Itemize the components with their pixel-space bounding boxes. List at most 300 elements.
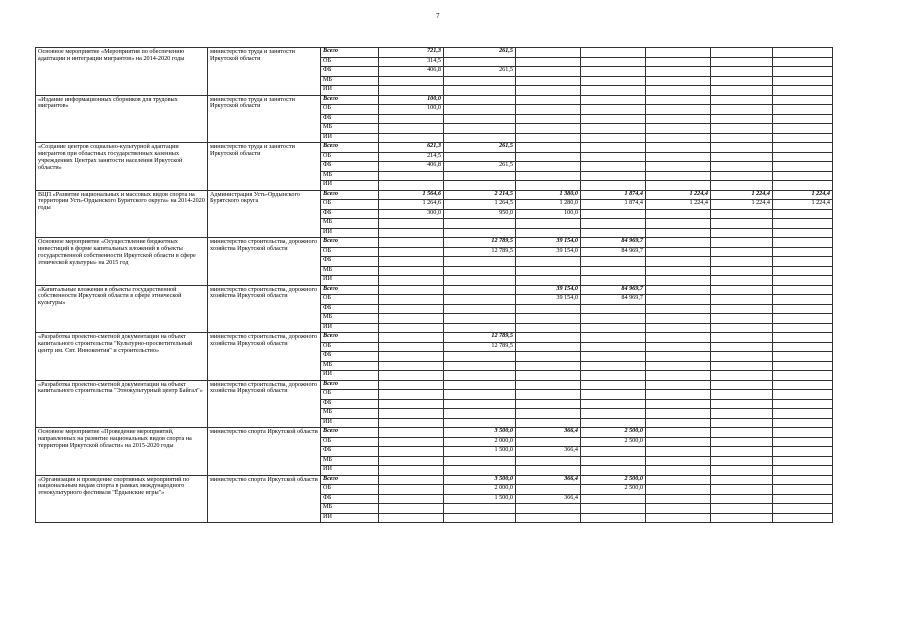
amount-cell xyxy=(581,314,646,324)
amount-cell xyxy=(444,86,516,96)
amount-cell xyxy=(516,181,581,191)
amount-cell xyxy=(581,48,646,58)
amount-cell xyxy=(444,466,516,476)
amount-cell xyxy=(379,513,444,523)
funding-source: ОБ xyxy=(321,105,379,115)
funding-source: ФБ xyxy=(321,257,379,267)
amount-cell xyxy=(773,114,833,124)
amount-cell xyxy=(379,333,444,343)
amount-cell xyxy=(711,228,773,238)
funding-source: ИИ xyxy=(321,513,379,523)
amount-cell xyxy=(516,133,581,143)
amount-cell xyxy=(581,228,646,238)
amount-cell xyxy=(646,86,711,96)
amount-cell xyxy=(379,257,444,267)
amount-cell xyxy=(773,228,833,238)
funding-source: Всего xyxy=(321,48,379,58)
funding-source: МБ xyxy=(321,361,379,371)
amount-cell: 366,4 xyxy=(516,428,581,438)
amount-cell xyxy=(444,295,516,305)
amount-cell xyxy=(646,390,711,400)
amount-cell: 2 000,0 xyxy=(444,437,516,447)
responsible-executor: министерство строительства, дорожного хозяйства Иркутской области xyxy=(208,380,321,428)
amount-cell xyxy=(581,513,646,523)
amount-cell: 1 874,4 xyxy=(581,190,646,200)
table-row xyxy=(36,95,833,105)
amount-cell xyxy=(711,475,773,485)
amount-cell xyxy=(773,409,833,419)
amount-cell: 2 214,5 xyxy=(444,190,516,200)
amount-cell xyxy=(711,466,773,476)
amount-cell: 2 500,0 xyxy=(581,475,646,485)
amount-cell: 406,8 xyxy=(379,162,444,172)
amount-cell: 366,4 xyxy=(516,447,581,457)
amount-cell: 1 264,5 xyxy=(444,200,516,210)
amount-cell xyxy=(379,418,444,428)
amount-cell xyxy=(444,399,516,409)
amount-cell xyxy=(516,399,581,409)
activity-description: Основное мероприятие «Проведение мероприятий, направленных на развитие национальных видов спорта на территории Иркутской области» на 2015-2020 годы xyxy=(36,428,208,476)
amount-cell xyxy=(444,133,516,143)
amount-cell xyxy=(646,494,711,504)
amount-cell xyxy=(516,361,581,371)
amount-cell xyxy=(646,57,711,67)
amount-cell xyxy=(444,285,516,295)
amount-cell: 3 500,0 xyxy=(444,428,516,438)
amount-cell xyxy=(773,371,833,381)
amount-cell: 39 154,0 xyxy=(516,247,581,257)
funding-source: ИИ xyxy=(321,276,379,286)
amount-cell xyxy=(444,504,516,514)
amount-cell: 1 224,4 xyxy=(646,190,711,200)
amount-cell xyxy=(646,266,711,276)
amount-cell xyxy=(711,238,773,248)
amount-cell xyxy=(379,285,444,295)
amount-cell xyxy=(711,276,773,286)
amount-cell xyxy=(711,162,773,172)
amount-cell xyxy=(773,399,833,409)
funding-source: ОБ xyxy=(321,200,379,210)
amount-cell xyxy=(773,428,833,438)
amount-cell xyxy=(581,76,646,86)
amount-cell xyxy=(379,219,444,229)
amount-cell xyxy=(581,143,646,153)
amount-cell: 3 500,0 xyxy=(444,475,516,485)
amount-cell xyxy=(444,304,516,314)
table-row xyxy=(36,285,833,295)
amount-cell xyxy=(581,409,646,419)
amount-cell xyxy=(516,124,581,134)
amount-cell xyxy=(773,314,833,324)
activity-description: «Разработка проектно-сметной документации на объект капитального строительства "Культурно-просветительный центр им. Свт. Иннокентия" и строительство» xyxy=(36,333,208,381)
amount-cell xyxy=(711,257,773,267)
amount-cell xyxy=(516,390,581,400)
amount-cell: 261,5 xyxy=(444,48,516,58)
funding-source: ФБ xyxy=(321,209,379,219)
funding-source: ОБ xyxy=(321,247,379,257)
amount-cell xyxy=(711,418,773,428)
amount-cell xyxy=(516,380,581,390)
amount-cell xyxy=(646,133,711,143)
amount-cell xyxy=(646,143,711,153)
amount-cell xyxy=(773,133,833,143)
amount-cell xyxy=(711,504,773,514)
amount-cell: 2 500,0 xyxy=(581,428,646,438)
amount-cell xyxy=(581,399,646,409)
amount-cell: 2 000,0 xyxy=(444,485,516,495)
amount-cell xyxy=(444,171,516,181)
amount-cell xyxy=(773,447,833,457)
amount-cell xyxy=(444,361,516,371)
amount-cell: 1 564,6 xyxy=(379,190,444,200)
amount-cell xyxy=(711,323,773,333)
activity-description: «Разработка проектно-сметной документации на объект капитального строительства "Этнокультурный центр Байгал"» xyxy=(36,380,208,428)
amount-cell xyxy=(711,171,773,181)
amount-cell xyxy=(773,390,833,400)
responsible-executor: министерство спорта Иркутской области xyxy=(208,475,321,523)
amount-cell xyxy=(646,76,711,86)
amount-cell xyxy=(379,361,444,371)
amount-cell xyxy=(516,114,581,124)
amount-cell: 214,5 xyxy=(379,152,444,162)
amount-cell xyxy=(773,143,833,153)
amount-cell xyxy=(516,76,581,86)
table-row xyxy=(36,190,833,200)
amount-cell: 1 224,4 xyxy=(773,190,833,200)
amount-cell xyxy=(444,266,516,276)
amount-cell xyxy=(646,152,711,162)
amount-cell xyxy=(646,314,711,324)
amount-cell xyxy=(516,257,581,267)
amount-cell xyxy=(581,114,646,124)
amount-cell xyxy=(773,437,833,447)
funding-source: МБ xyxy=(321,314,379,324)
amount-cell xyxy=(581,371,646,381)
amount-cell xyxy=(444,314,516,324)
amount-cell xyxy=(773,361,833,371)
funding-source: ИИ xyxy=(321,466,379,476)
amount-cell xyxy=(646,485,711,495)
funding-source: ФБ xyxy=(321,67,379,77)
funding-source: ИИ xyxy=(321,418,379,428)
amount-cell xyxy=(711,314,773,324)
amount-cell xyxy=(646,219,711,229)
amount-cell xyxy=(711,447,773,457)
funding-source: МБ xyxy=(321,409,379,419)
amount-cell: 1 264,6 xyxy=(379,200,444,210)
amount-cell: 314,5 xyxy=(379,57,444,67)
activity-description: «Издание информационных сборников для трудовых мигрантов» xyxy=(36,95,208,143)
amount-cell xyxy=(581,162,646,172)
amount-cell: 12 789,5 xyxy=(444,238,516,248)
amount-cell xyxy=(773,76,833,86)
amount-cell xyxy=(516,67,581,77)
amount-cell xyxy=(646,352,711,362)
amount-cell xyxy=(711,456,773,466)
amount-cell xyxy=(516,228,581,238)
responsible-executor: министерство труда и занятости Иркутской области xyxy=(208,143,321,191)
amount-cell xyxy=(711,437,773,447)
amount-cell xyxy=(711,152,773,162)
funding-source: МБ xyxy=(321,124,379,134)
amount-cell xyxy=(516,409,581,419)
amount-cell xyxy=(711,352,773,362)
amount-cell xyxy=(711,361,773,371)
amount-cell xyxy=(773,219,833,229)
amount-cell xyxy=(773,494,833,504)
amount-cell xyxy=(444,371,516,381)
amount-cell xyxy=(379,247,444,257)
amount-cell xyxy=(581,276,646,286)
amount-cell xyxy=(711,48,773,58)
amount-cell xyxy=(773,333,833,343)
amount-cell xyxy=(646,95,711,105)
amount-cell xyxy=(379,266,444,276)
amount-cell xyxy=(581,266,646,276)
amount-cell xyxy=(773,466,833,476)
amount-cell xyxy=(773,475,833,485)
amount-cell xyxy=(646,361,711,371)
amount-cell xyxy=(379,304,444,314)
amount-cell xyxy=(711,219,773,229)
amount-cell xyxy=(711,181,773,191)
table-row xyxy=(36,333,833,343)
amount-cell xyxy=(516,57,581,67)
funding-source: ИИ xyxy=(321,86,379,96)
funding-source: ОБ xyxy=(321,485,379,495)
responsible-executor: Администрация Усть-Ордынского Бурятского округа xyxy=(208,190,321,238)
table-row xyxy=(36,380,833,390)
funding-source: ФБ xyxy=(321,114,379,124)
funding-source: Всего xyxy=(321,333,379,343)
amount-cell xyxy=(581,456,646,466)
amount-cell xyxy=(444,513,516,523)
amount-cell xyxy=(646,466,711,476)
amount-cell xyxy=(773,352,833,362)
amount-cell xyxy=(379,447,444,457)
table-row xyxy=(36,238,833,248)
amount-cell xyxy=(773,171,833,181)
amount-cell xyxy=(379,238,444,248)
amount-cell xyxy=(581,67,646,77)
amount-cell xyxy=(379,124,444,134)
amount-cell xyxy=(711,95,773,105)
amount-cell xyxy=(379,504,444,514)
amount-cell xyxy=(711,67,773,77)
amount-cell xyxy=(646,209,711,219)
amount-cell xyxy=(379,276,444,286)
funding-source: Всего xyxy=(321,475,379,485)
amount-cell xyxy=(516,314,581,324)
amount-cell: 261,5 xyxy=(444,143,516,153)
amount-cell xyxy=(379,114,444,124)
amount-cell: 84 969,7 xyxy=(581,285,646,295)
funding-source: ОБ xyxy=(321,342,379,352)
amount-cell xyxy=(581,504,646,514)
amount-cell xyxy=(646,504,711,514)
amount-cell xyxy=(646,67,711,77)
amount-cell xyxy=(516,437,581,447)
funding-source: ИИ xyxy=(321,323,379,333)
amount-cell xyxy=(581,86,646,96)
amount-cell xyxy=(646,228,711,238)
amount-cell xyxy=(581,133,646,143)
amount-cell xyxy=(773,67,833,77)
funding-table xyxy=(35,47,833,523)
amount-cell xyxy=(773,181,833,191)
amount-cell xyxy=(379,371,444,381)
amount-cell: 621,3 xyxy=(379,143,444,153)
amount-cell xyxy=(581,390,646,400)
funding-source: ФБ xyxy=(321,447,379,457)
amount-cell xyxy=(711,105,773,115)
funding-source: ОБ xyxy=(321,57,379,67)
funding-source: ФБ xyxy=(321,304,379,314)
amount-cell xyxy=(444,105,516,115)
amount-cell: 261,5 xyxy=(444,162,516,172)
amount-cell: 39 154,0 xyxy=(516,285,581,295)
amount-cell: 39 154,0 xyxy=(516,238,581,248)
amount-cell xyxy=(773,209,833,219)
amount-cell xyxy=(581,152,646,162)
amount-cell xyxy=(581,323,646,333)
responsible-executor: министерство труда и занятости Иркутской области xyxy=(208,95,321,143)
amount-cell xyxy=(711,494,773,504)
amount-cell xyxy=(646,285,711,295)
amount-cell: 2 500,0 xyxy=(581,437,646,447)
responsible-executor: министерство строительства, дорожного хозяйства Иркутской области xyxy=(208,238,321,286)
amount-cell xyxy=(646,475,711,485)
amount-cell xyxy=(516,105,581,115)
amount-cell xyxy=(646,513,711,523)
amount-cell xyxy=(516,342,581,352)
amount-cell xyxy=(444,276,516,286)
amount-cell xyxy=(711,247,773,257)
amount-cell xyxy=(379,323,444,333)
amount-cell xyxy=(646,257,711,267)
amount-cell xyxy=(516,152,581,162)
funding-source: ФБ xyxy=(321,494,379,504)
amount-cell xyxy=(711,143,773,153)
amount-cell xyxy=(646,181,711,191)
amount-cell xyxy=(379,171,444,181)
amount-cell xyxy=(379,399,444,409)
amount-cell: 84 969,7 xyxy=(581,238,646,248)
amount-cell xyxy=(379,352,444,362)
amount-cell: 406,8 xyxy=(379,67,444,77)
amount-cell xyxy=(379,342,444,352)
amount-cell xyxy=(379,437,444,447)
amount-cell: 721,3 xyxy=(379,48,444,58)
amount-cell xyxy=(711,399,773,409)
amount-cell xyxy=(516,48,581,58)
amount-cell xyxy=(444,380,516,390)
amount-cell xyxy=(516,143,581,153)
amount-cell xyxy=(773,124,833,134)
amount-cell xyxy=(379,295,444,305)
activity-description: Основное мероприятие «Осуществление бюджетных инвестиций в форме капитальных вложений в объекты государственной собственности Иркутской области в сфере этнической культуры» на 2015 год xyxy=(36,238,208,286)
funding-source: ОБ xyxy=(321,390,379,400)
amount-cell xyxy=(516,352,581,362)
amount-cell xyxy=(711,285,773,295)
funding-source: ИИ xyxy=(321,228,379,238)
amount-cell xyxy=(379,409,444,419)
amount-cell: 1 224,4 xyxy=(773,200,833,210)
amount-cell xyxy=(711,114,773,124)
table-row xyxy=(36,143,833,153)
amount-cell xyxy=(581,447,646,457)
amount-cell xyxy=(516,418,581,428)
funding-source: Всего xyxy=(321,428,379,438)
amount-cell xyxy=(444,257,516,267)
amount-cell xyxy=(581,494,646,504)
amount-cell: 261,5 xyxy=(444,67,516,77)
amount-cell xyxy=(379,466,444,476)
page-number: 7 xyxy=(436,12,440,20)
activity-description: ВЦП «Развитие национальных и массовых видов спорта на территории Усть-Ордынского Бурятского округа» на 2014-2020 годы xyxy=(36,190,208,238)
amount-cell xyxy=(581,124,646,134)
amount-cell xyxy=(581,342,646,352)
amount-cell xyxy=(444,57,516,67)
amount-cell xyxy=(379,475,444,485)
amount-cell xyxy=(711,513,773,523)
amount-cell xyxy=(773,304,833,314)
amount-cell xyxy=(379,390,444,400)
amount-cell xyxy=(711,428,773,438)
amount-cell xyxy=(444,124,516,134)
amount-cell xyxy=(379,428,444,438)
amount-cell xyxy=(516,162,581,172)
amount-cell: 84 969,7 xyxy=(581,295,646,305)
amount-cell xyxy=(646,162,711,172)
amount-cell xyxy=(444,95,516,105)
amount-cell xyxy=(444,390,516,400)
amount-cell: 100,0 xyxy=(379,105,444,115)
amount-cell xyxy=(711,76,773,86)
amount-cell xyxy=(581,257,646,267)
amount-cell xyxy=(444,152,516,162)
amount-cell xyxy=(646,418,711,428)
amount-cell xyxy=(516,219,581,229)
funding-source: Всего xyxy=(321,238,379,248)
amount-cell xyxy=(516,171,581,181)
amount-cell xyxy=(646,447,711,457)
amount-cell xyxy=(516,513,581,523)
amount-cell xyxy=(711,57,773,67)
table-row xyxy=(36,48,833,58)
amount-cell: 1 874,4 xyxy=(581,200,646,210)
amount-cell xyxy=(516,466,581,476)
amount-cell: 39 154,0 xyxy=(516,295,581,305)
table-body xyxy=(36,48,833,523)
funding-source: МБ xyxy=(321,504,379,514)
amount-cell xyxy=(581,57,646,67)
amount-cell: 1 500,0 xyxy=(444,447,516,457)
amount-cell xyxy=(581,105,646,115)
funding-source: МБ xyxy=(321,266,379,276)
amount-cell xyxy=(773,456,833,466)
amount-cell xyxy=(773,247,833,257)
amount-cell xyxy=(711,409,773,419)
funding-source: ИИ xyxy=(321,133,379,143)
amount-cell xyxy=(379,380,444,390)
amount-cell xyxy=(379,181,444,191)
amount-cell xyxy=(516,95,581,105)
amount-cell xyxy=(516,266,581,276)
funding-source: ИИ xyxy=(321,371,379,381)
amount-cell xyxy=(444,409,516,419)
amount-cell xyxy=(773,342,833,352)
